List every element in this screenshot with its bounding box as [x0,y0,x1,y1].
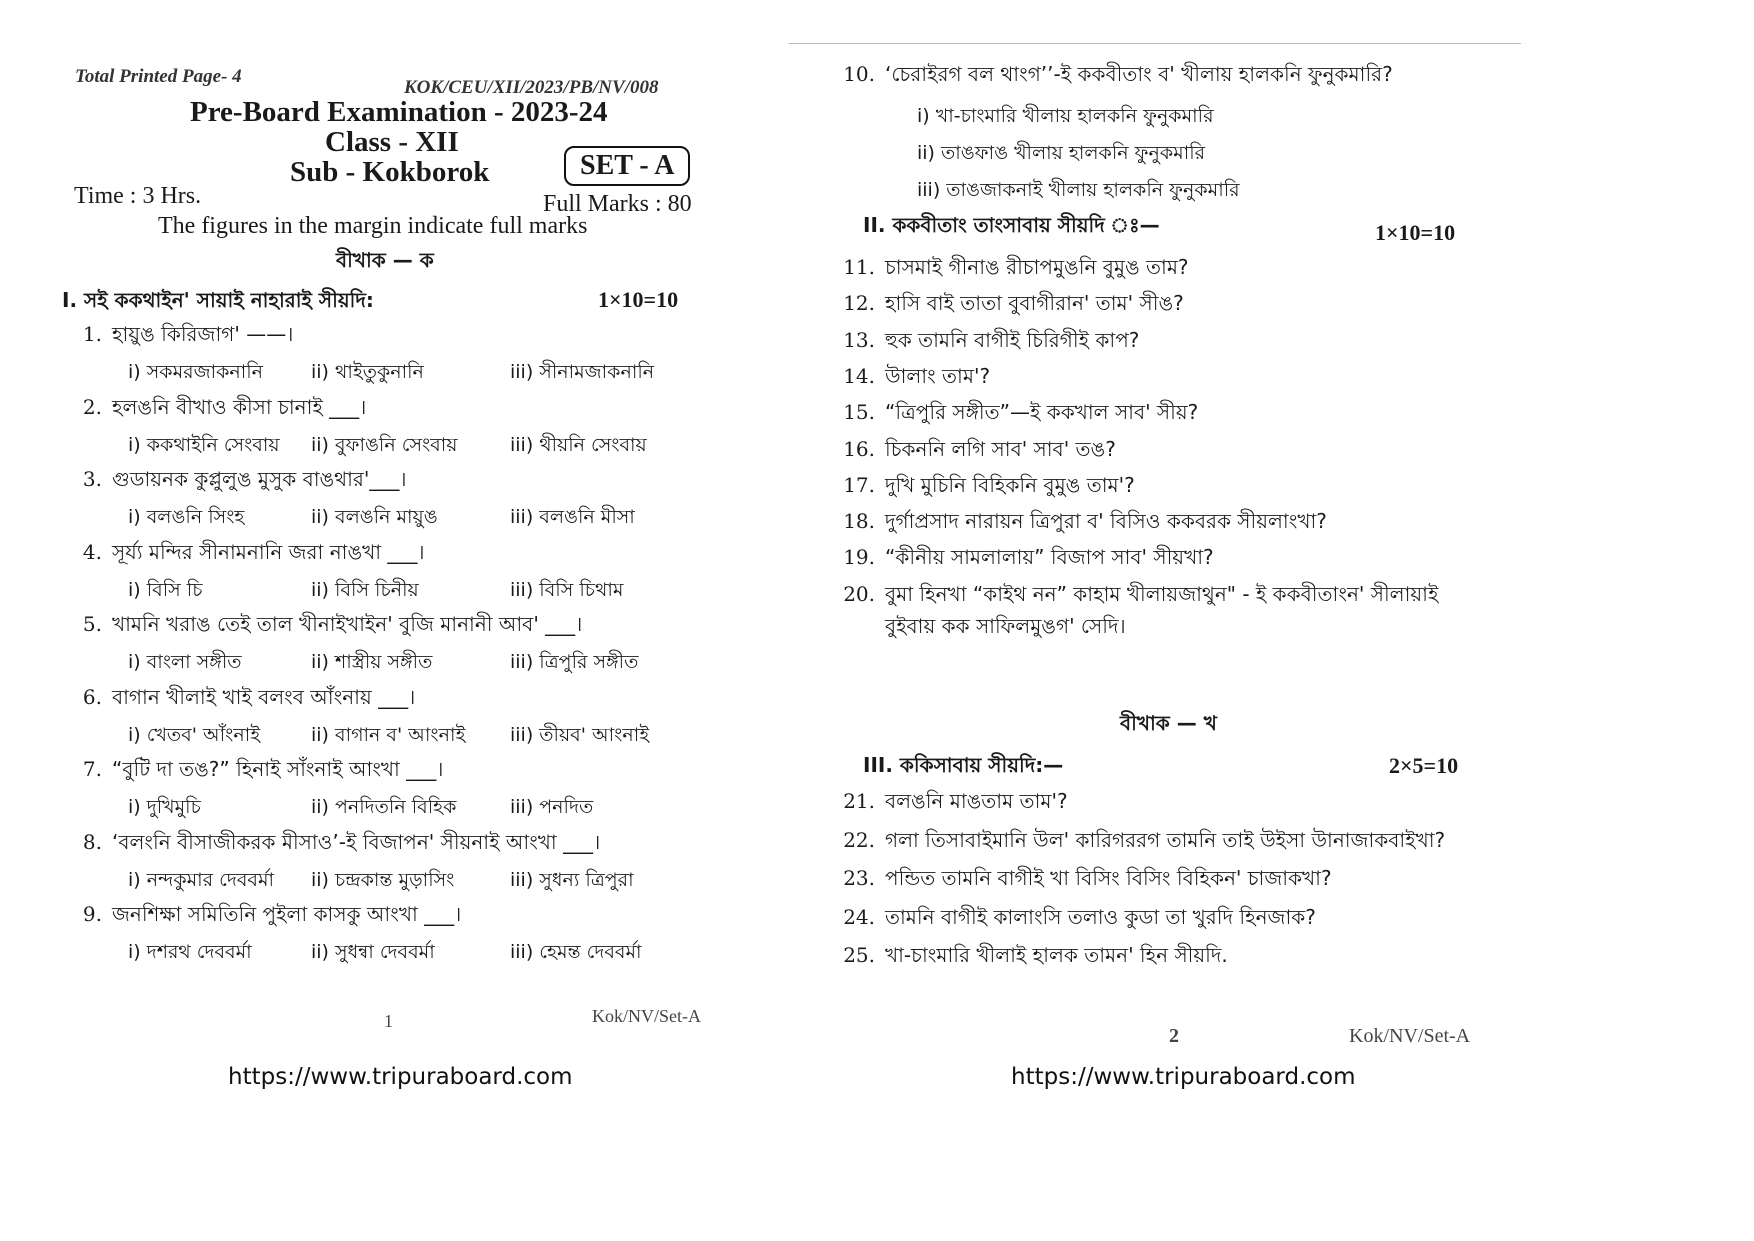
section-i-marks: 1×10=10 [598,287,679,312]
question-option: i) খেতব' আঁংনাই [128,723,261,746]
question-text: হাসি বাই তাতা বুবাগীরান' তাম' সীঙ? [885,291,1184,316]
total-pages: Total Printed Page- 4 [75,66,242,87]
question-option: ii) বিসি চিনীয় [311,578,419,601]
question-text: বাগান খীলাই খাই বলংব আঁংনায় ___। [112,684,416,709]
question-number: 22. [843,827,875,852]
footer-code: Kok/NV/Set-A [592,1006,701,1026]
question-text: দুর্গাপ্রসাদ নারায়ন ত্রিপুরা ব' বিসিও ককবরক সীয়লাংখা? [885,509,1327,534]
question-option: i) সকমরজাকনানি [128,361,264,383]
question-option: ii) থাইতুকুনানি [311,361,424,383]
question-text: হলঙনি বীখাও কীসা চানাই ___। [112,394,367,419]
question-number: 21. [843,789,875,813]
question-number: 18. [843,509,875,534]
question-number: 10. [843,62,875,86]
question-option: iii) সুধন্য ত্রিপুরা [510,868,634,891]
question-option: i) দশরথ দেববর্মা [128,941,252,963]
question-text-continued: বুইবায় কক সাফিলমুঙগ' সেদি। [885,613,1126,638]
question-text: গুডায়নক কুপ্লুলুঙ মুসুক বাঙথার'___। [112,467,407,491]
question-option: i) নন্দকুমার দেববর্মা [128,868,275,891]
question-text: চাসমাই গীনাঙ রীচাপমুঙনি বুমুঙ তাম? [885,255,1189,279]
question-text: সূর্য্য মন্দির সীনামনানি জরা নাঙখা ___। [112,539,425,564]
question-item [64,683,415,716]
question-item [837,471,1135,504]
question-option: i) খা-চাংমারি খীলায় হালকনি ফুনুকমারি [917,105,1214,127]
question-item [837,362,990,395]
question-option: i) বিসি চি [128,578,203,601]
footer-url[interactable]: https://www.tripuraboard.com [228,1064,573,1090]
question-option: iii) হেমন্ত দেববর্মা [510,941,642,963]
paper-code: KOK/CEU/XII/2023/PB/NV/008 [404,77,659,98]
question-option: iii) তীয়ব' আংনাই [510,723,650,746]
page-number: 2 [1169,1025,1179,1047]
set-label: SET - A [564,146,690,186]
question-number: 23. [843,866,875,890]
question-number: 5. [82,612,102,636]
question-option: iii) ত্রিপুরি সঙ্গীত [510,651,639,673]
question-number: 12. [843,291,875,316]
question-item [64,393,366,426]
question-item [837,253,1189,286]
right-page [843,0,1754,1241]
question-text: বুমা হিনখা “কাইথ নন” কাহাম খীলায়জাথুন" - ই ককবীতাংন' সীলায়াই [885,581,1439,606]
question-item [837,543,1214,576]
question-text: ‘চেরাইরগ বল থাংগ’’-ই ককবীতাং ব' খীলায় হালকনি ফুনুকমারি? [885,62,1393,86]
question-option: ii) বুফাঙনি সেংবায় [311,433,458,456]
question-number: 11. [843,255,875,279]
question-option: ii) শাস্ত্রীয় সঙ্গীত [311,651,433,673]
margin-note: The figures in the margin indicate full marks [158,213,588,239]
time-label: Time : 3 Hrs. [74,183,202,209]
section-ka-heading: বীখাক — ক [336,248,434,272]
question-option: iii) তাঙজাকনাই খীলায় হালকনি ফুনুকমারি [917,179,1240,201]
question-option: ii) চন্দ্রকান্ত মুড়াসিং [311,868,455,891]
question-item [837,398,1198,431]
question-item [837,864,1332,897]
question-option: iii) থীয়নি সেংবায় [510,433,647,456]
question-number: 9. [82,902,102,926]
footer-url[interactable]: https://www.tripuraboard.com [1011,1064,1356,1090]
question-option: i) বলঙনি সিংহ [128,506,245,528]
question-text: হায়ুঙ কিরিজাগ' ——। [112,322,294,346]
footer-code: Kok/NV/Set-A [1349,1025,1471,1047]
question-item [64,320,293,353]
question-text: “বুটি দা তঙ?” হিনাই সাঁংনাই আংখা ___। [112,757,444,781]
section-iii-heading: III. ককিসাবায় সীয়দি:— [863,753,1064,777]
question-number: 3. [82,467,102,491]
section-i-heading: I. সই ককথাইন' সায়াই নাহারাই সীয়দি: [62,288,374,312]
question-text: “ত্রিপুরি সঙ্গীত”—ই ককখাল সাব' সীয়? [885,400,1199,425]
question-item [837,507,1327,540]
question-text: খামনি খরাঙ তেই তাল খীনাইখাইন' বুজি মানানী আব' ___। [112,612,583,636]
question-number: 20. [843,581,875,606]
question-option: ii) পনদিতনি বিহিক [311,796,457,818]
question-text: “কীনীয় সামলালায়” বিজাপ সাব' সীয়খা? [885,545,1214,570]
question-number: 17. [843,472,875,497]
question-option: i) বাংলা সঙ্গীত [128,651,242,673]
question-number: 19. [843,545,875,570]
question-text: উালাং তাম'? [885,363,991,388]
question-item [64,900,461,933]
question-text: খা-চাংমারি খীলাই হালক তামন' হিন সীয়দি. [885,943,1228,967]
subject-label: Sub - Kokborok [290,156,490,188]
question-number: 16. [843,436,875,461]
question-item [837,826,1445,859]
section-iii-marks: 2×5=10 [1389,753,1459,778]
question-item [837,580,1438,613]
question-option: iii) সীনামজাকনানি [510,361,655,383]
section-kha-heading: বীখাক — খ [1120,711,1217,735]
question-item [837,289,1184,322]
question-number: 8. [82,829,102,854]
question-option: iii) বিসি চিথাম [510,578,624,601]
question-number: 13. [843,327,875,352]
class-label: Class - XII [325,126,459,158]
question-item [64,610,582,643]
question-option: i) ককথাইনি সেংবায় [128,433,280,456]
question-number: 7. [82,757,102,781]
question-text: দুখি মুচিনি বিহিকনি বুমুঙ তাম'? [885,472,1135,497]
question-option: iii) বলঙনি মীসা [510,506,635,528]
question-number: 1. [82,322,102,346]
section-ii-heading: II. ককবীতাং তাংসাবায় সীয়দি ঃ— [863,213,1160,237]
question-number: 25. [843,943,875,967]
section-ii-marks: 1×10=10 [1375,220,1456,245]
question-item [64,828,600,861]
question-text: বলঙনি মাঙতাম তাম'? [885,789,1068,813]
question-number: 2. [82,394,102,419]
question-number: 4. [82,539,102,564]
question-text: জনশিক্ষা সমিতিনি পুইলা কাসকু আংখা ___। [112,902,462,926]
question-number: 6. [82,684,102,709]
question-option: ii) বাগান ব' আংনাই [311,723,466,746]
top-rule [789,43,1521,44]
question-item [837,787,1068,820]
question-option: iii) পনদিত [510,796,594,818]
question-item [64,755,443,788]
question-option: ii) সুধন্বা দেববর্মা [311,941,435,963]
question-item [837,903,1316,936]
question-text: পন্ডিত তামনি বাগীই খা বিসিং বিসিং বিহিকন' চাজাকখা? [885,866,1332,890]
question-option: ii) বলঙনি মায়ুঙ [311,506,438,528]
question-text: গলা তিসাবাইমানি উল' কারিগররগ তামনি তাই উইসা উানাজাকবাইখা? [885,827,1446,852]
question-item [837,435,1116,468]
question-text: তামনি বাগীই কালাংসি তলাও কুডা তা খুরদি হিনজাক? [885,904,1316,929]
full-marks: Full Marks : 80 [543,191,692,217]
question-option: i) দুখিমুচি [128,796,201,818]
question-number: 24. [843,904,875,929]
question-item [64,465,407,498]
question-item [64,538,425,571]
question-option: ii) তাঙফাঙ খীলায় হালকনি ফুনুকমারি [917,142,1206,164]
question-item [837,326,1139,359]
page-number: 1 [384,1011,393,1031]
question-number: 14. [843,363,875,388]
exam-title: Pre-Board Examination - 2023-24 [190,96,608,128]
question-item [837,60,1393,93]
question-text: চিকননি লগি সাব' সাব' তঙ? [885,436,1116,461]
question-item [837,941,1228,974]
question-number: 15. [843,400,875,425]
question-text: ‘বলংনি বীসাজীকরক মীসাও’-ই বিজাপন' সীয়নাই আংখা ___। [112,829,601,854]
question-text: হুক তামনি বাগীই চিরিগীই কাপ? [885,327,1140,352]
